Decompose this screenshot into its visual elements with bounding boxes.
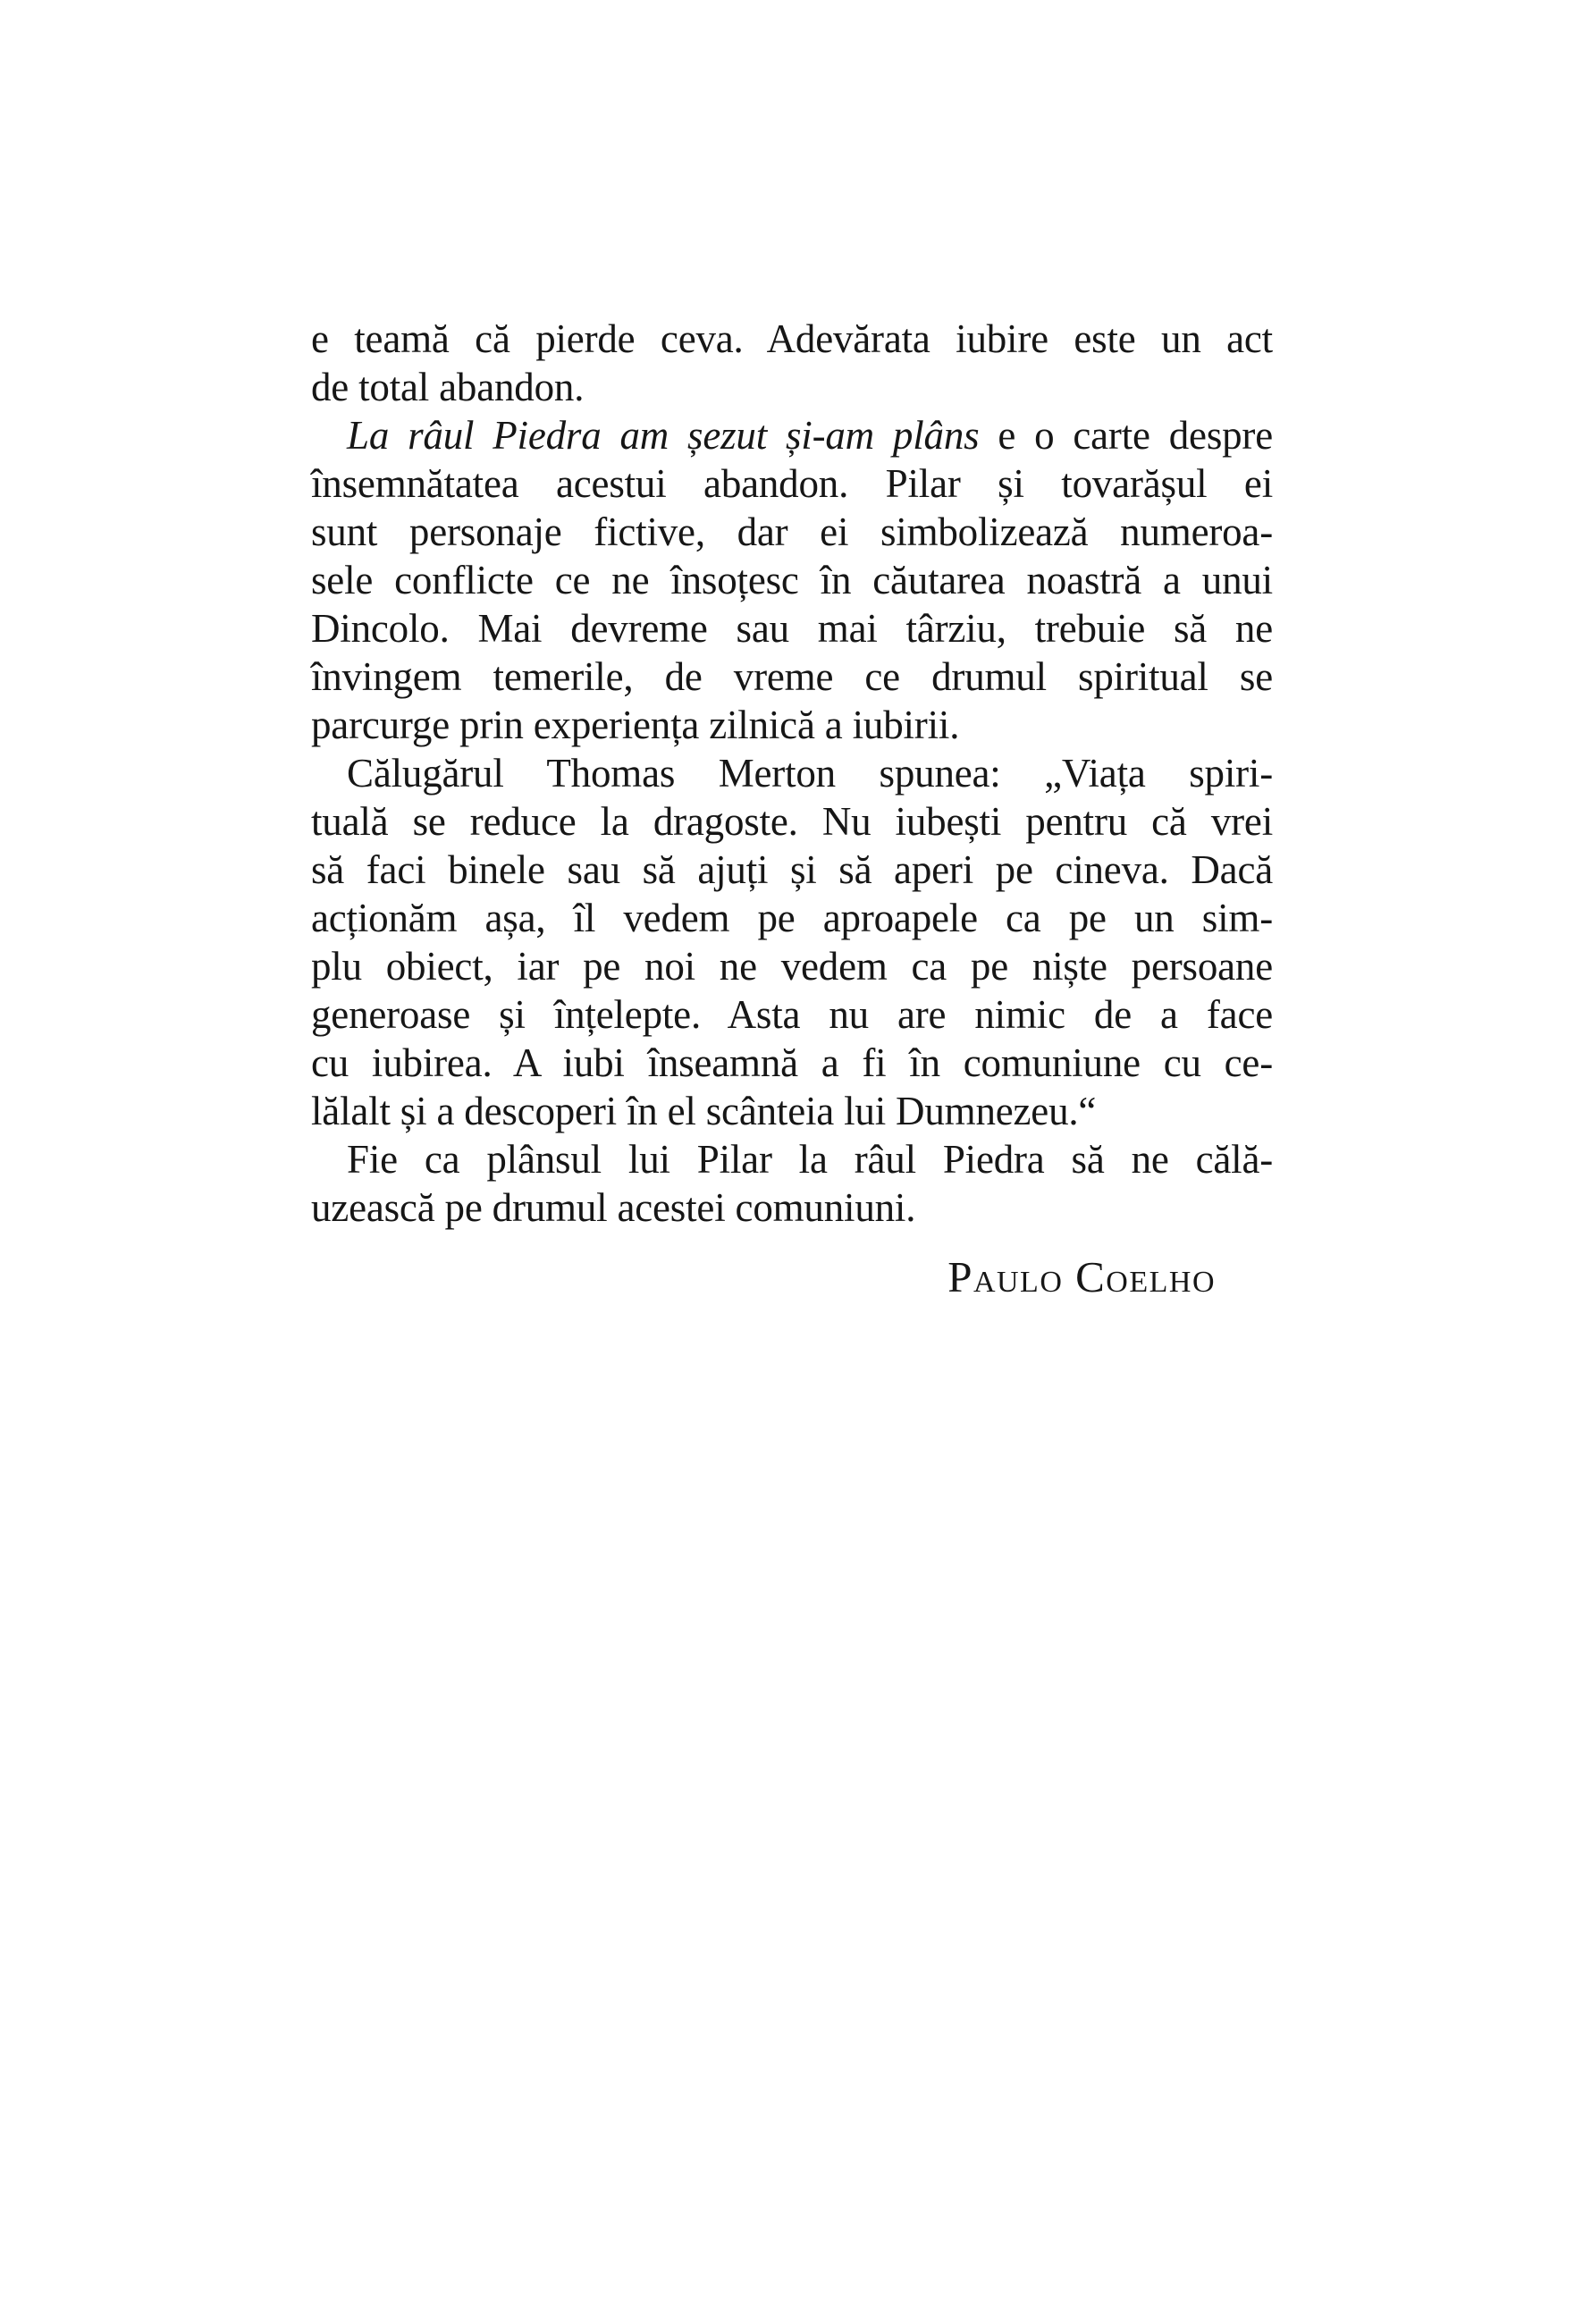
text-line <box>311 508 1273 556</box>
text-line <box>311 990 1273 1039</box>
paragraph <box>311 315 1273 411</box>
text-segment: însemnătatea acestui abandon. Pilar și tovarășul ei <box>311 461 1273 506</box>
text-line <box>311 797 1273 846</box>
text-line <box>311 894 1273 942</box>
text-line <box>311 363 1273 411</box>
text-segment: uzească pe drumul acestei comuniuni. <box>311 1185 916 1230</box>
text-segment: plu obiect, iar pe noi ne vedem ca pe niște persoane <box>311 944 1273 989</box>
text-line <box>311 604 1273 653</box>
text-segment: tuală se reduce la dragoste. Nu iubești pentru că vrei <box>311 799 1273 844</box>
text-column <box>311 315 1273 1301</box>
text-segment: de total abandon. <box>311 365 585 409</box>
text-segment: să faci binele sau să ajuți și să aperi pe cineva. Dacă <box>311 847 1273 892</box>
book-title-italic: La râul Piedra am șezut și-am plâns <box>347 413 980 458</box>
text-segment: e o carte despre <box>979 413 1273 458</box>
text-line <box>311 411 1273 459</box>
text-line <box>311 942 1273 990</box>
text-line <box>311 1135 1273 1183</box>
text-segment: e teamă că pierde ceva. Adevărata iubire este un act <box>311 316 1273 361</box>
text-line <box>311 1087 1273 1135</box>
text-line <box>311 459 1273 508</box>
text-segment: sunt personaje fictive, dar ei simbolizează numeroa- <box>311 509 1273 554</box>
text-segment: cu iubirea. A iubi înseamnă a fi în comuniune cu ce- <box>311 1040 1273 1085</box>
text-line <box>311 1183 1273 1232</box>
text-segment: parcurge prin experiența zilnică a iubirii. <box>311 703 960 747</box>
text-line <box>311 701 1273 749</box>
author-signature: Paulo Coelho <box>947 1252 1216 1301</box>
paragraph <box>311 411 1273 749</box>
text-line <box>311 315 1273 363</box>
paragraph <box>311 749 1273 1135</box>
text-segment: acționăm așa, îl vedem pe aproapele ca pe un sim- <box>311 896 1273 940</box>
text-segment: generoase și înțelepte. Asta nu are nimic de a face <box>311 992 1273 1037</box>
text-line <box>311 1039 1273 1087</box>
text-line <box>311 846 1273 894</box>
text-line <box>311 556 1273 604</box>
text-segment: lălalt și a descoperi în el scânteia lui Dumnezeu.“ <box>311 1089 1097 1133</box>
text-segment: sele conflicte ce ne însoțesc în căutarea noastră a unui <box>311 558 1273 602</box>
text-line <box>311 653 1273 701</box>
text-segment: Dincolo. Mai devreme sau mai târziu, trebuie să ne <box>311 606 1273 651</box>
text-line <box>311 749 1273 797</box>
text-segment: învingem temerile, de vreme ce drumul spiritual se <box>311 654 1273 699</box>
paragraph <box>311 1135 1273 1232</box>
text-segment: Fie ca plânsul lui Pilar la râul Piedra să ne călă- <box>347 1137 1273 1182</box>
text-segment: Călugărul Thomas Merton spunea: „Viața spiri- <box>347 751 1273 796</box>
